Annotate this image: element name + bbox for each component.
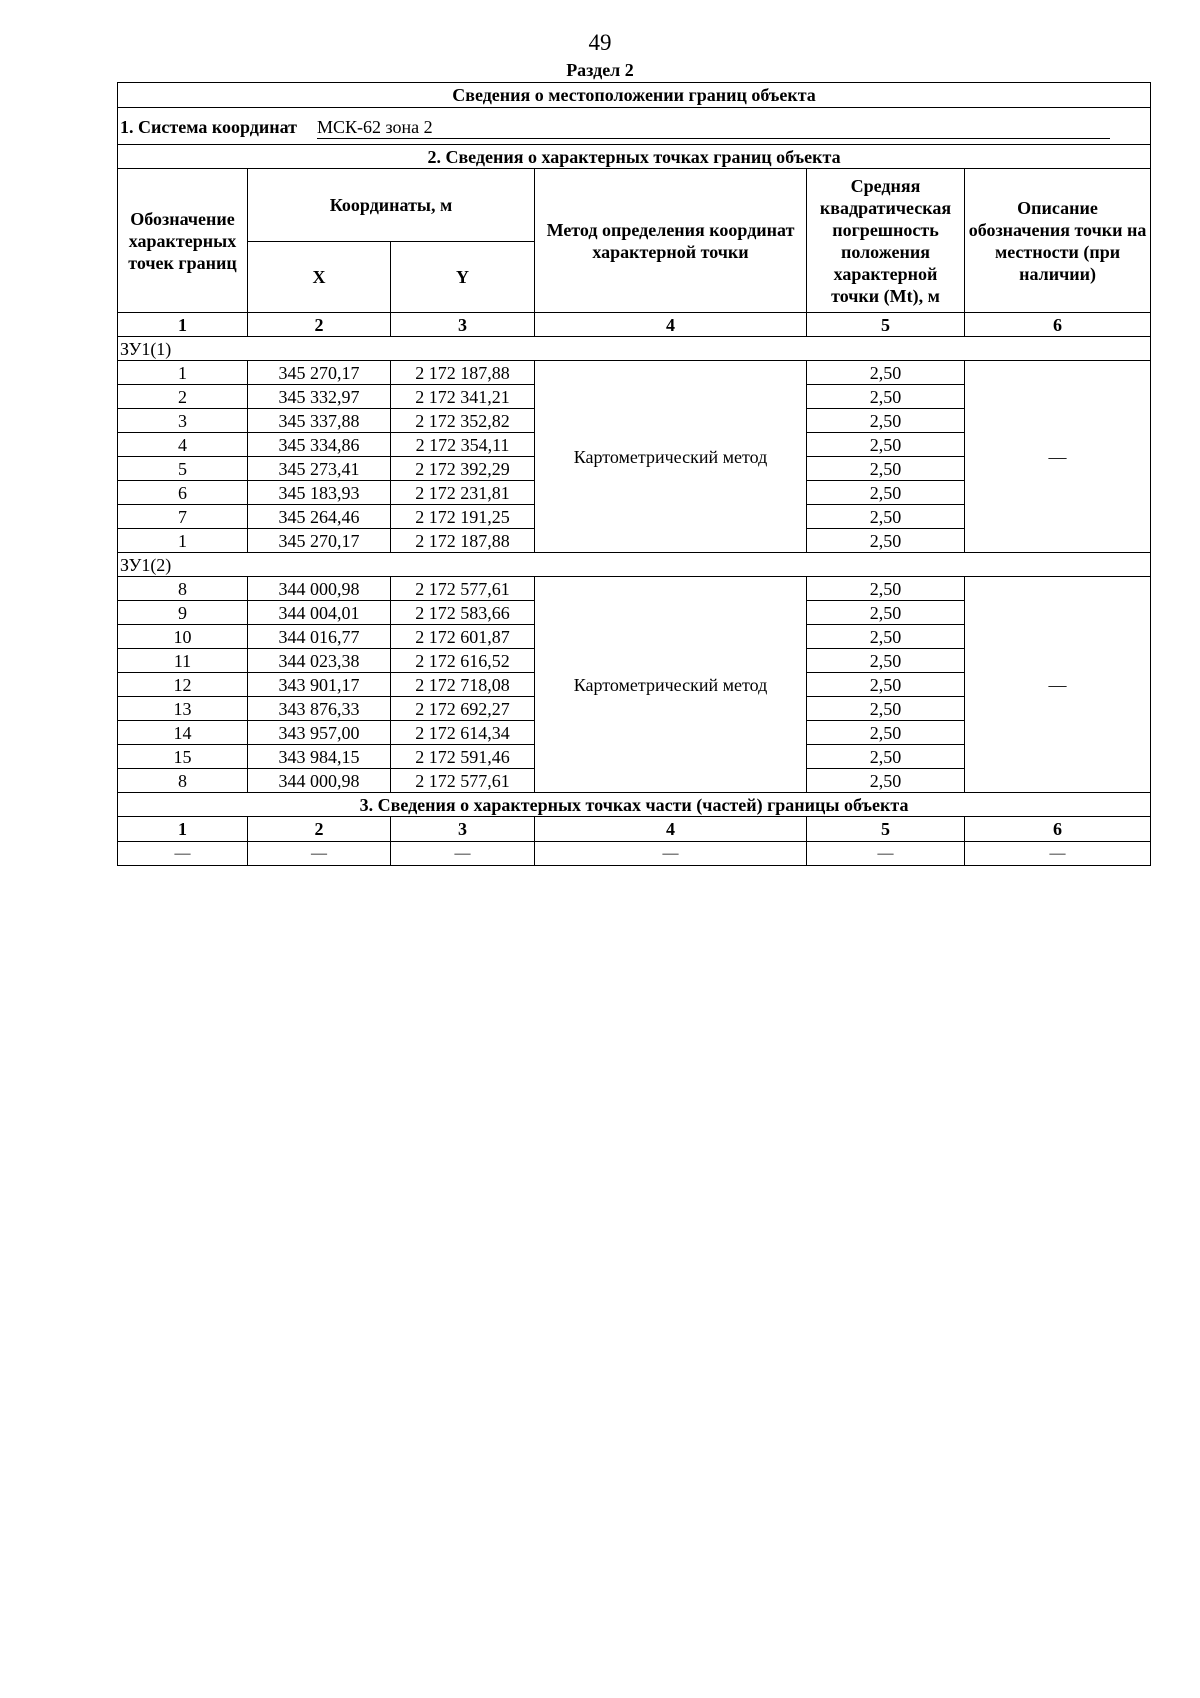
- point-id: 1: [118, 361, 248, 385]
- part-points-cell: —: [248, 842, 391, 866]
- point-id: 5: [118, 457, 248, 481]
- point-x: 343 957,00: [248, 721, 391, 745]
- part-points-title: 3. Сведения о характерных точках части (частей) границы объекта: [118, 793, 1151, 817]
- point-accuracy: 2,50: [807, 385, 965, 409]
- coordinate-system: [118, 108, 1151, 145]
- point-x: 345 332,97: [248, 385, 391, 409]
- point-y: 2 172 616,52: [391, 649, 535, 673]
- parcel-name-row: [118, 337, 1151, 361]
- point-x: 344 023,38: [248, 649, 391, 673]
- point-y: 2 172 583,66: [391, 601, 535, 625]
- point-accuracy: 2,50: [807, 673, 965, 697]
- parcel-name: ЗУ1(1): [118, 337, 1151, 361]
- point-accuracy: 2,50: [807, 481, 965, 505]
- point-accuracy: 2,50: [807, 361, 965, 385]
- point-accuracy: 2,50: [807, 601, 965, 625]
- point-id: 11: [118, 649, 248, 673]
- point-y: 2 172 187,88: [391, 361, 535, 385]
- point-x: 344 000,98: [248, 577, 391, 601]
- boundary-table: [117, 82, 1151, 866]
- point-x: 343 901,17: [248, 673, 391, 697]
- column-numbers-row: [118, 313, 1151, 337]
- table-title-row: [118, 83, 1151, 108]
- point-accuracy: 2,50: [807, 505, 965, 529]
- point-accuracy: 2,50: [807, 745, 965, 769]
- point-id: 7: [118, 505, 248, 529]
- point-x: 345 273,41: [248, 457, 391, 481]
- point-method: Картометрический метод: [535, 361, 807, 553]
- point-accuracy: 2,50: [807, 625, 965, 649]
- section-title: Раздел 2: [566, 60, 634, 80]
- column-number: 5: [807, 313, 965, 337]
- header-method: Метод определения координат характерной точки: [535, 169, 807, 313]
- table-row: [118, 577, 1151, 601]
- column-number: 2: [248, 817, 391, 842]
- parcel-name: ЗУ1(2): [118, 553, 1151, 577]
- part-points-cell: —: [118, 842, 248, 866]
- coordinate-system-value: МСК-62 зона 2: [317, 116, 1110, 139]
- point-y: 2 172 601,87: [391, 625, 535, 649]
- column-number: 3: [391, 817, 535, 842]
- column-number: 1: [118, 313, 248, 337]
- point-y: 2 172 231,81: [391, 481, 535, 505]
- coordinate-system-row: [118, 108, 1151, 145]
- point-x: 343 984,15: [248, 745, 391, 769]
- column-number: 4: [535, 313, 807, 337]
- point-x: 344 000,98: [248, 769, 391, 793]
- point-id: 15: [118, 745, 248, 769]
- point-y: 2 172 591,46: [391, 745, 535, 769]
- header-description: Описание обозначения точки на местности (при наличии): [965, 169, 1151, 313]
- point-id: 2: [118, 385, 248, 409]
- point-accuracy: 2,50: [807, 457, 965, 481]
- point-id: 4: [118, 433, 248, 457]
- header-designation: Обозначение характерных точек границ: [118, 169, 248, 313]
- point-id: 10: [118, 625, 248, 649]
- point-id: 12: [118, 673, 248, 697]
- point-y: 2 172 354,11: [391, 433, 535, 457]
- part-points-cell: —: [807, 842, 965, 866]
- column-number: 2: [248, 313, 391, 337]
- point-id: 8: [118, 769, 248, 793]
- point-x: 345 270,17: [248, 361, 391, 385]
- point-y: 2 172 392,29: [391, 457, 535, 481]
- point-accuracy: 2,50: [807, 697, 965, 721]
- point-x: 345 337,88: [248, 409, 391, 433]
- part-points-cell: —: [391, 842, 535, 866]
- header-accuracy: Средняя квадратическая погрешность положения характерной точки (Mt), м: [807, 169, 965, 313]
- points-section-title: 2. Сведения о характерных точках границ объекта: [118, 145, 1151, 169]
- header-x: X: [248, 241, 391, 313]
- point-accuracy: 2,50: [807, 409, 965, 433]
- points-section-title-row: [118, 145, 1151, 169]
- point-id: 9: [118, 601, 248, 625]
- point-y: 2 172 614,34: [391, 721, 535, 745]
- point-id: 8: [118, 577, 248, 601]
- column-number: 3: [391, 313, 535, 337]
- point-x: 344 016,77: [248, 625, 391, 649]
- page-number: 49: [588, 30, 612, 55]
- parcel-name-row: [118, 553, 1151, 577]
- point-accuracy: 2,50: [807, 529, 965, 553]
- point-x: 343 876,33: [248, 697, 391, 721]
- part-points-cell: —: [535, 842, 807, 866]
- header-y: Y: [391, 241, 535, 313]
- column-number: 6: [965, 313, 1151, 337]
- point-accuracy: 2,50: [807, 649, 965, 673]
- point-id: 6: [118, 481, 248, 505]
- point-description: —: [965, 361, 1151, 553]
- column-number: 4: [535, 817, 807, 842]
- point-y: 2 172 718,08: [391, 673, 535, 697]
- column-number: 5: [807, 817, 965, 842]
- point-description: —: [965, 577, 1151, 793]
- point-id: 13: [118, 697, 248, 721]
- table-row: [118, 361, 1151, 385]
- part-points-cell: —: [965, 842, 1151, 866]
- part-points-title-row: [118, 793, 1151, 817]
- point-y: 2 172 577,61: [391, 769, 535, 793]
- column-number: 6: [965, 817, 1151, 842]
- part-column-numbers-row: [118, 817, 1151, 842]
- point-accuracy: 2,50: [807, 721, 965, 745]
- point-id: 1: [118, 529, 248, 553]
- point-x: 345 183,93: [248, 481, 391, 505]
- point-x: 345 334,86: [248, 433, 391, 457]
- point-y: 2 172 341,21: [391, 385, 535, 409]
- coordinate-system-label: 1. Система координат: [120, 116, 297, 137]
- part-points-row: [118, 842, 1151, 866]
- point-x: 344 004,01: [248, 601, 391, 625]
- point-y: 2 172 692,27: [391, 697, 535, 721]
- point-x: 345 270,17: [248, 529, 391, 553]
- point-id: 3: [118, 409, 248, 433]
- table-title: Сведения о местоположении границ объекта: [118, 83, 1151, 108]
- point-accuracy: 2,50: [807, 433, 965, 457]
- point-y: 2 172 191,25: [391, 505, 535, 529]
- point-id: 14: [118, 721, 248, 745]
- header-row-1: [118, 169, 1151, 242]
- point-y: 2 172 187,88: [391, 529, 535, 553]
- point-accuracy: 2,50: [807, 577, 965, 601]
- point-accuracy: 2,50: [807, 769, 965, 793]
- header-coordinates: Координаты, м: [248, 169, 535, 242]
- point-x: 345 264,46: [248, 505, 391, 529]
- column-number: 1: [118, 817, 248, 842]
- point-y: 2 172 352,82: [391, 409, 535, 433]
- point-y: 2 172 577,61: [391, 577, 535, 601]
- point-method: Картометрический метод: [535, 577, 807, 793]
